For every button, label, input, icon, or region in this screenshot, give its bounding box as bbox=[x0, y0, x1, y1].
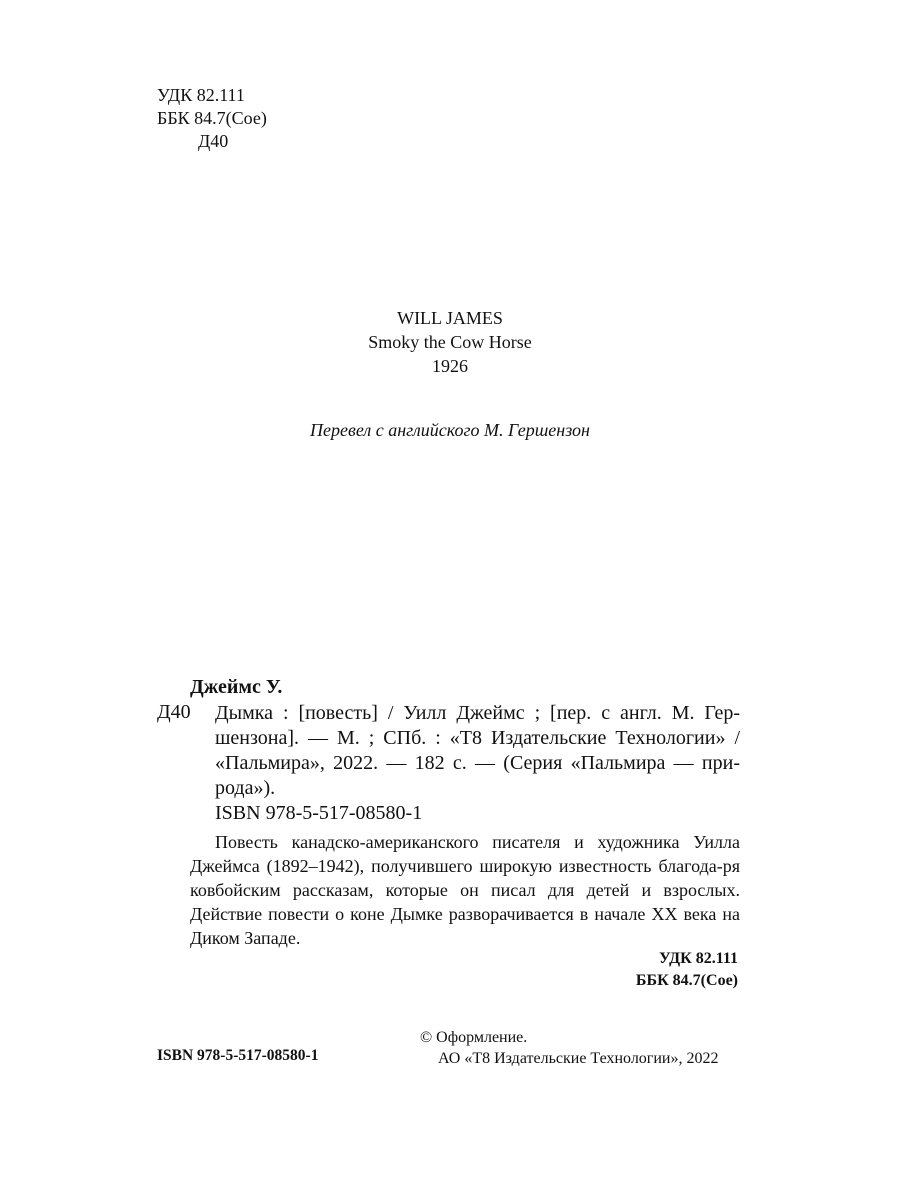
author-mark: Д40 bbox=[198, 131, 229, 151]
bibliographic-description: Дымка : [повесть] / Уилл Джеймс ; [пер. с англ. М. Гер-шензона]. — М. ; СПб. : «Т8 Издательские Технологии» / «Пальмира», 2022. — 182 с. — (Серия «Пальмира — при-рода»). bbox=[215, 702, 740, 799]
udk-code: УДК 82.111 bbox=[157, 85, 245, 105]
copyright-line-2: АО «Т8 Издательские Технологии», 2022 bbox=[438, 1050, 719, 1067]
bottom-classification bbox=[580, 948, 738, 992]
original-edition-block bbox=[0, 306, 900, 378]
card-author-heading: Джеймс У. bbox=[190, 676, 283, 698]
annotation: Повесть канадско-американского писателя и художника Уилла Джеймса (1892–1942), получившего широкую известность благода-ря ковбойским рассказам, которые он писал для детей и взрослых. Действие повести о коне Дымке разворачивается в начале XX века на Диком Западе. bbox=[190, 832, 740, 948]
copyright-line-1: © Оформление. bbox=[420, 1029, 528, 1046]
translator-credit: Перевел с английского М. Гершензон bbox=[310, 420, 590, 440]
footer-isbn: ISBN 978-5-517-08580-1 bbox=[157, 1047, 319, 1064]
bbk-code: ББК 84.7(Сое) bbox=[157, 108, 267, 128]
bottom-udk: УДК 82.111 bbox=[659, 950, 738, 967]
card-isbn: ISBN 978-5-517-08580-1 bbox=[215, 802, 423, 824]
classification-block bbox=[157, 84, 267, 153]
original-year: 1926 bbox=[432, 356, 468, 376]
card-author-mark: Д40 bbox=[157, 701, 191, 723]
bottom-bbk: ББК 84.7(Сое) bbox=[635, 972, 738, 989]
original-author: WILL JAMES bbox=[397, 308, 503, 328]
copyright-notice bbox=[400, 1027, 738, 1069]
original-title: Smoky the Cow Horse bbox=[368, 332, 532, 352]
